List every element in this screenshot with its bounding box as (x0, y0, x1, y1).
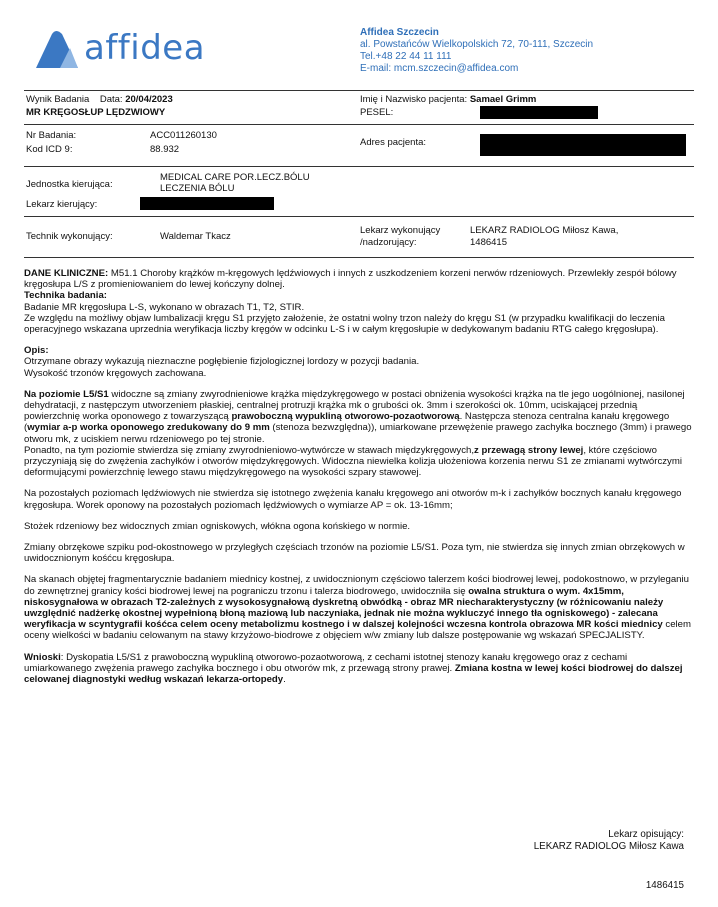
signature-name: LEKARZ RADIOLOG Miłosz Kawa (533, 841, 684, 852)
affidea-logo-icon (30, 30, 82, 70)
patient-name-value: Samael Grimm (469, 94, 537, 105)
performing-label-2: /nadzorujący: (360, 237, 417, 248)
conus-text: Stożek rdzeniowy bez widocznych zmian ogniskowych, włókna ogona końskiego w normie. (24, 520, 411, 532)
clinic-address: al. Powstańców Wielkopolskich 72, 70-111, Szczecin (360, 39, 594, 50)
unit-value-2: LECZENIA BÓLU (160, 183, 235, 194)
clinic-email: E-mail: mcm.szczecin@affidea.com (360, 63, 519, 74)
redacted-pesel (480, 106, 598, 119)
pelvis-paragraph: Na skanach objętej fragmentarycznie badaniem miednicy kostnej, z uwidocznionym częściowo talerzem kości biodrowej lewej, podokostnowo, w przyleganiu do zewnętrznej granicy kości biodrowej lewej na pograniczu trzonu i talerza biodrowego, uwidoczniła się owalna struktura o wym. 4x15mm, niskosygnałowa w obrazach T2-zależnych z wysokosygnałową dyskretną obwódką - obraz MR niecharakterystyczny (w różnicowaniu należy uwzględnić nadżerkę okostnej wypełnioną błoną maziową lub naczyniaka, jednak nie można wykluczyć innego tła ogniskowego) - zalecana weryfikacja w scyntygrafii kośćca celem oceny metabolizmu kostnego i w dalszej kolejności wczesna kontrola obrazowa MR kości miednicy celem oceny wielkości w badaniu celowanym na stawy krzyżowo-biodrowe z objęciem w/w zmiany lub dalsze postępowanie wg wskazań SPECJALISTY. (24, 574, 692, 642)
referring-label: Lekarz kierujący: (26, 199, 98, 210)
info-row-4 (24, 216, 694, 258)
exam-title: MR KRĘGOSŁUP LĘDZWIOWY (26, 107, 166, 118)
affidea-logo (30, 28, 206, 70)
performing-value-1: LEKARZ RADIOLOG Miłosz Kawa, (470, 225, 619, 236)
result-label: Wynik Badania (26, 94, 90, 105)
date-value: 20/04/2023 (125, 94, 173, 105)
date-label: Data: (99, 94, 123, 105)
unit-value-1: MEDICAL CARE POR.LECZ.BÓLU (160, 172, 310, 183)
icd-label: Kod ICD 9: (26, 144, 73, 155)
tech-value: Waldemar Tkacz (160, 231, 231, 242)
exam-no-value: ACC011260130 (150, 130, 217, 141)
clinical-text: M51.1 Choroby krążków m-kręgowych lędźwiowych i innych z uszkodzeniem korzeni nerwów rdzeniowych. Przewlekły zespół bólowy kręgosłupa L/S z promieniowaniem do lewej kończyny dolnej. (24, 268, 677, 291)
icd-value: 88.932 (150, 144, 180, 155)
l5-paragraph: Na poziomie L5/S1 widoczne są zmiany zwyrodnieniowe krążka międzykręgowego w postaci obniżenia wysokości krążka na tle jego uogólnionej, nasilonej dehydratacji, z następczym utworzeniem płaskiej, centralnej protruzji krążka mk o grubości ok. 3mm i szerokości ok. 10mm, uciskającej przednią powierzchnię worka oponowego z towarzyszącą prawoboczną wypukliną otworowo-pozaotworową. Następcza stenoza centralna kanału kręgowego (wymiar a-p worka oponowego zredukowany do 9 mm (stenoza bezwzględna)), umiarkowane przewężenie prawego zachyłka bocznego (3mm) i prawego otworu mk, z uciskiem nerwu rdzeniowego po tej stronie. (24, 388, 692, 445)
signature-block (534, 829, 684, 853)
signature-label: Lekarz opisujący: (608, 829, 684, 840)
clinical-label: DANE KLINICZNE: (24, 268, 109, 279)
logo-text: affidea (84, 28, 206, 68)
info-row-3 (24, 166, 694, 217)
pesel-label: PESEL: (360, 107, 394, 118)
report-body (24, 268, 694, 685)
clinic-name: Affidea Szczecin (360, 27, 439, 38)
doctor-number: 1486415 (645, 880, 684, 891)
opis-2: Wysokość trzonów kręgowych zachowana. (24, 367, 207, 379)
clinic-phone: Tel.+48 22 44 11 111 (360, 51, 452, 62)
opis-1: Otrzymane obrazy wykazują nieznaczne pogłębienie fizjologicznej lordozy w pozycji badania. (24, 356, 420, 368)
redacted-referring-doctor (140, 197, 274, 210)
other-levels: Na pozostałych poziomach lędźwiowych nie stwierdza się istotnego zwężenia kanału kręgowego ani otworów m-k i zachyłków bocznych kanału kręgowego kręgosłupa. Worek oponowy na pozostałych poziomach lędźwiowych o wymiarze AP = ok. 13-16mm; (24, 488, 682, 511)
technique-text-2: Ze względu na możliwy objaw lumbalizacji kręgu S1 przyjęto założenie, że ostatni wolny trzon należy do kręgu S1 (w przypadku kwalifikacji do leczenia operacyjnego wskazana uprzednia weryfikacja liczby kręgów w odcinku L-S i w całym kręgosłupie w dedykowanym badaniu RTG całego kręgosłupa). (24, 312, 665, 336)
opis-label: Opis: (24, 345, 49, 357)
edema-text: Zmiany obrzękowe szpiku pod-okostnowego w przyległych częściach trzonów na poziomie L5/S1. Poza tym, nie stwierdza się innych zmian obrzękowych w uwidocznionym kośćcu kręgosłupa. (24, 542, 685, 565)
performing-label-1: Lekarz wykonujący (360, 225, 441, 236)
patient-name-label: Imię i Nazwisko pacjenta: (360, 94, 468, 105)
redacted-address (480, 134, 686, 156)
clinical-data (24, 268, 694, 290)
performing-value-2: 1486415 (470, 237, 507, 248)
facet-paragraph: Ponadto, na tym poziomie stwierdza się zmiany zwyrodnieniowo-wytwórcze w stawach międzykręgowych,z przewagą strony lewej, które częściowo przyczyniają się do zwężenia zachyłków i otworów międzykręgowych. Widoczna niewielka kolizja ułożeniowa korzenia nerwu S1 ze zmianami wytwórczymi deformującymi powierzchnię lewego stawu międzykręgowego na wysokości szpary stawowej. (24, 444, 682, 479)
conclusions: Wnioski: Dyskopatia L5/S1 z prawoboczną wypukliną otworowo-pozaotworową, z cechami istotnej stenozy kanału kręgowego oraz z cechami umiarkowanego zwężenia prawego zachyłka bocznego i obu otworów mk, z przewagą strony prawej. Zmiana kostna w lewej kości biodrowej do dalszej celowanej diagnostyki według wskazań lekarza-ortopedy. (24, 651, 683, 686)
address-label: Adres pacjenta: (360, 137, 427, 148)
info-row-2 (24, 124, 694, 167)
technique-label: Technika badania: (24, 290, 107, 302)
unit-label: Jednostka kierująca: (26, 179, 113, 190)
technique-text-1: Badanie MR kręgosłupa L-S, wykonano w obrazach T1, T2, STIR. (24, 301, 305, 313)
tech-label: Technik wykonujący: (26, 231, 113, 242)
clinic-info (360, 27, 593, 75)
exam-no-label: Nr Badania: (26, 130, 77, 141)
info-row-1 (24, 90, 694, 125)
